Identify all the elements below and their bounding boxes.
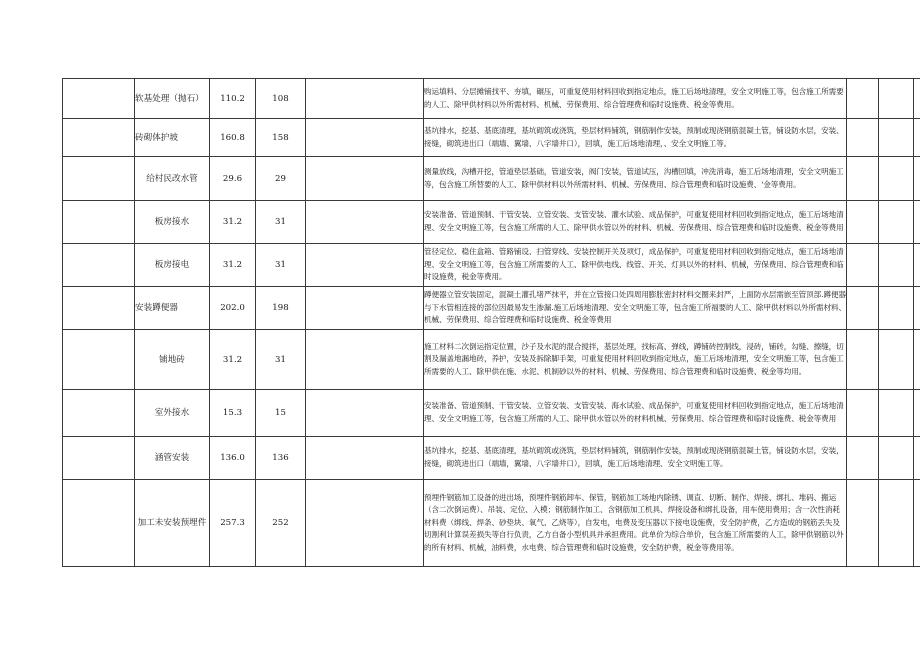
- cell-blank: [63, 201, 135, 244]
- cell-blank: [306, 390, 424, 437]
- quantity-2: 198: [256, 287, 306, 330]
- cell-blank: [914, 437, 920, 480]
- cell-blank: [914, 79, 920, 119]
- quantity-1: 257.3: [210, 480, 256, 567]
- cell-blank: [63, 79, 135, 119]
- cell-blank: [847, 287, 879, 330]
- cell-blank: [306, 287, 424, 330]
- cell-blank: [914, 119, 920, 157]
- cell-blank: [914, 244, 920, 287]
- table-row: [63, 480, 920, 567]
- cell-blank: [879, 287, 914, 330]
- cell-blank: [914, 480, 920, 567]
- cell-blank: [879, 480, 914, 567]
- work-description: 安装准备、管道预制、干管安装、立管安装、支管安装、灌水试验、成品保护，可重复使用材料回收到指定地点，施工后场地清理、安全文明施工等，包含施工所需的人工、除甲供水管以外的材料、机械、劳保费用、综合管理费和临时设施费、税金等费用: [424, 201, 847, 244]
- cell-blank: [306, 201, 424, 244]
- quantity-1: 136.0: [210, 437, 256, 480]
- quantity-2: 29: [256, 157, 306, 201]
- quantity-2: 108: [256, 79, 306, 119]
- cell-blank: [306, 119, 424, 157]
- work-description: 蹲便器立管安装固定，混凝土灌孔堵严抹平，并在立管接口处四周用膨胀密封材料交圈来封严，上面防水层需嵌至管顶部.蹲便器与下水管相连接的部位因最易发生渗漏.施工后场地清理、安全文明施工等，包含施工所福要的人工、除甲供材料以外所需材料、机械、劳保费用、综合管理费和临时设施费、税金等费用: [424, 287, 847, 330]
- cell-blank: [63, 244, 135, 287]
- quantity-2: 252: [256, 480, 306, 567]
- quantity-2: 136: [256, 437, 306, 480]
- table-row: [63, 330, 920, 390]
- cell-blank: [306, 437, 424, 480]
- item-name: 涵管安装: [135, 437, 210, 480]
- item-name: 砖砌体护坡: [135, 119, 210, 157]
- item-name: 板房接水: [135, 201, 210, 244]
- cell-blank: [306, 79, 424, 119]
- cell-blank: [306, 244, 424, 287]
- cell-blank: [847, 390, 879, 437]
- table-row: [63, 244, 920, 287]
- item-name: 安装蹲便器: [135, 287, 210, 330]
- quantity-1: 202.0: [210, 287, 256, 330]
- work-description: 购运填料、分层摊铺找平、夯填，碾压，可重复使用材料回收到指定地点，施工后场地清理，安全文明施工等，包含施工所需要的人工、除甲供材料以外所需材料、机械、劳保费用、综合管理费和临时设施费、税金等费用。: [424, 79, 847, 119]
- table-row: [63, 390, 920, 437]
- cell-blank: [847, 79, 879, 119]
- cell-blank: [63, 330, 135, 390]
- quantity-2: 15: [256, 390, 306, 437]
- cell-blank: [63, 390, 135, 437]
- cell-blank: [879, 119, 914, 157]
- item-name: 软基处理（抛石）: [135, 79, 210, 119]
- table-row: [63, 119, 920, 157]
- cell-blank: [847, 330, 879, 390]
- quantity-1: 31.2: [210, 330, 256, 390]
- item-name: 板房接电: [135, 244, 210, 287]
- cell-blank: [879, 244, 914, 287]
- cell-blank: [63, 157, 135, 201]
- cell-blank: [847, 480, 879, 567]
- quantity-1: 160.8: [210, 119, 256, 157]
- item-name: 给村民改水管: [135, 157, 210, 201]
- cell-blank: [306, 157, 424, 201]
- work-description: 安装准备、管道预制、干管安装、立管安装、支管安装、海水试验、成品保护，可重复使用材料回收到指定地点，施工后场地清理、安全文明施工等，包含施工所需的人工、除甲供水管以外的材料机械、劳保费用、综合管理费和临时设施费、税金等费用: [424, 390, 847, 437]
- cell-blank: [879, 157, 914, 201]
- table-row: [63, 437, 920, 480]
- cell-blank: [306, 330, 424, 390]
- work-description: 基坑排水，挖基、基底清理，基坑砌筑或浇筑，垫层材料铺筑，钢筋制作安装，预制或现浇钢筋混凝土管，铺设防水层，安装、接缝，砌筑进出口（端墙、翼墙、八字墙井口），回填，施工后场地清理，、安全文明施工等。: [424, 119, 847, 157]
- work-description: 预埋件钢筋加工设备的进出场，预埋件钢筋卸车、保管，钢筋加工场地内除锈、调直、切断、制作、焊接、绑扎、堆码、搬运（含二次倒运费）、吊装、定位、入模；钢筋制作加工、含钢筋加工机具、焊接设备和绑扎设备，用车使用费用；含一次性消耗材料费（绑线、焊条、砂垫块、氧气、乙烧等），自发电，电费及变压器以下接电设施费，安全防护费，乙方造成的钢筋丢失及切割利计算误差损失等自行负责，乙方自备小型机具并承担费用。此单价为综合单价，包含施工所需要的人工，除甲供钢筋以外的所有材料、机械，油料费，水电费、综合管理费和临时设施费，安全防护费，税金等费用等。: [424, 480, 847, 567]
- quantity-1: 31.2: [210, 201, 256, 244]
- quantity-2: 31: [256, 201, 306, 244]
- item-name: 加工未安装预埋件: [135, 480, 210, 567]
- quantity-2: 31: [256, 330, 306, 390]
- work-description: 管径定位、稳住盒箱、管路铺设、扫管穿线、安装控制开关及项灯，成品保护，可重复使用材料回收到指定地点，施工后场地清理、安全文明施工等，包含施工所需要的人工、除甲供电线、线管、开关、灯具以外的材料、机械，劳保费用、综合管理费和临时设施费，税金等费用。: [424, 244, 847, 287]
- cell-blank: [879, 201, 914, 244]
- quantity-1: 110.2: [210, 79, 256, 119]
- quantity-1: 15.3: [210, 390, 256, 437]
- cell-blank: [879, 79, 914, 119]
- cell-blank: [63, 480, 135, 567]
- cell-blank: [63, 119, 135, 157]
- work-description: 基坑排水，挖基、基底清理，基坑砌筑或浇筑，垫层材料铺筑，钢筋制作安装，预制或现浇钢筋混凝土管，铺设防水层，安装，接缝，砌筑进出口（端墙，翼墙、八字墙井口），回填，施工后场地清理、安全文明施工等。: [424, 437, 847, 480]
- item-name: 铺地砖: [135, 330, 210, 390]
- cell-blank: [879, 437, 914, 480]
- cell-blank: [914, 201, 920, 244]
- cell-blank: [847, 157, 879, 201]
- cell-blank: [914, 287, 920, 330]
- cell-blank: [847, 437, 879, 480]
- cell-blank: [847, 244, 879, 287]
- cell-blank: [847, 119, 879, 157]
- table-row: [63, 287, 920, 330]
- cell-blank: [63, 287, 135, 330]
- table-row: [63, 157, 920, 201]
- quantity-2: 158: [256, 119, 306, 157]
- cell-blank: [914, 157, 920, 201]
- cell-blank: [63, 437, 135, 480]
- cell-blank: [879, 390, 914, 437]
- quantity-2: 31: [256, 244, 306, 287]
- cell-blank: [914, 330, 920, 390]
- item-name: 室外接水: [135, 390, 210, 437]
- cost-table: [62, 78, 920, 567]
- cell-blank: [879, 330, 914, 390]
- work-description: 施工材料二次倒运指定位置，沙子及水泥的混合搅拌，基层处理，找标高、弹线，蹲铺砖控制线，浸砖，铺砖，勾缝、擦缝，切割及漏盖地漏地砖，养护，安装及拆除脚手架，可重复使用材料回收到指定地点，施工后场地清理，安全文明施工等，包含施工所需要的人工、除甲供在施、水泥、机制砂以外的材料、机械、劳保费用、综合管理费和临时设施费、税金等均用。: [424, 330, 847, 390]
- cell-blank: [306, 480, 424, 567]
- cell-blank: [847, 201, 879, 244]
- table-row: [63, 201, 920, 244]
- cell-blank: [914, 390, 920, 437]
- quantity-1: 31.2: [210, 244, 256, 287]
- quantity-1: 29.6: [210, 157, 256, 201]
- work-description: 测量放线，沟槽开挖，管道垫层基础，管道安装，阀门安装，管道试压，沟槽回填，冲洗消毒，施工后场地清理，安全文明施工等，包含施工所替要的人工、除甲供材料以外所需材料、机械、劳保费用、综合管理费和临时设施费、'金等费用。: [424, 157, 847, 201]
- table-row: [63, 79, 920, 119]
